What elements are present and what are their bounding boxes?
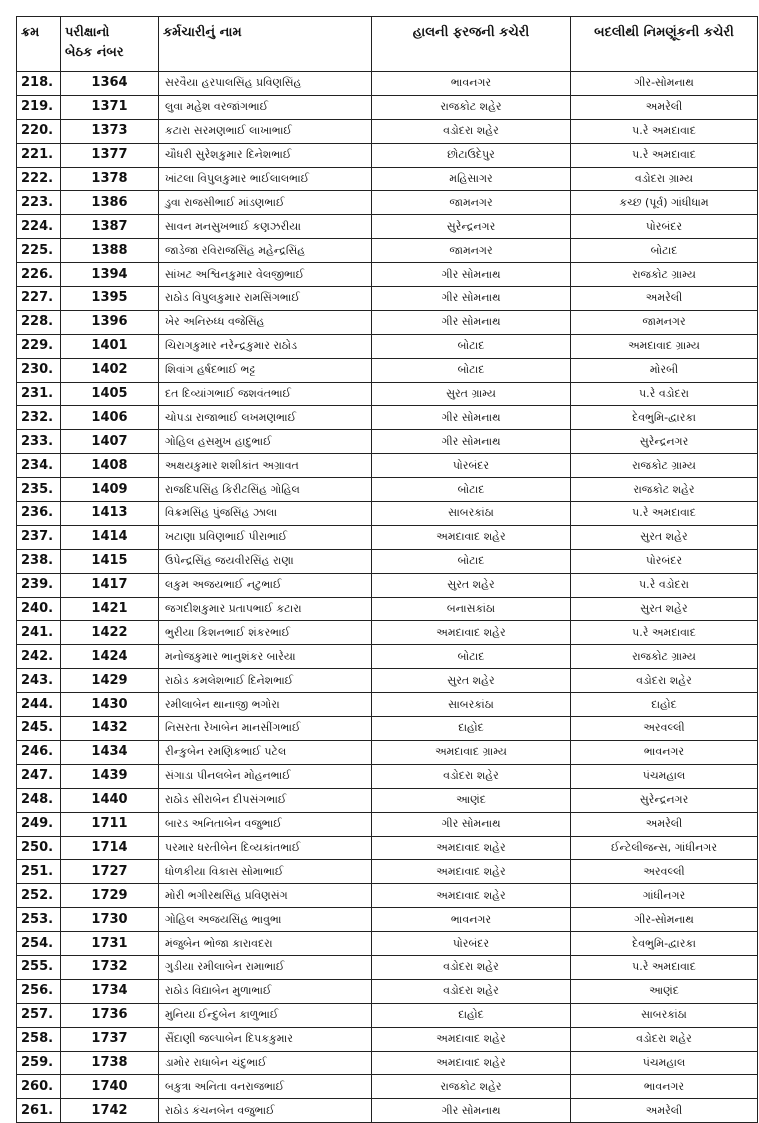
new-office-cell: પ.રે વડોદરા [571,382,758,406]
serial-no-cell: 219. [17,95,61,119]
serial-no-cell: 256. [17,979,61,1003]
seat-number-cell: 1421 [61,597,159,621]
serial-no-cell: 260. [17,1075,61,1099]
new-office-cell: આણંદ [571,979,758,1003]
current-office-cell: મહિસાગર [372,167,571,191]
current-office-cell: અમદાવાદ શહેર [372,525,571,549]
current-office-cell: ગીર સોમનાથ [372,1099,571,1123]
table-row [17,430,758,454]
employee-name-cell: ઉપેન્દ્રસિંહ જયવીરસિંહ રાણા [159,549,372,573]
table-row [17,478,758,502]
new-office-cell: ગાંધીનગર [571,884,758,908]
employee-name-cell: ચોપડા રાજાભાઈ લખમણભાઈ [159,406,372,430]
employee-name-cell: ખેર અનિરુધ્ધ વજેસિંહ [159,310,372,334]
table-row [17,932,758,956]
new-office-cell: સુરેન્દ્રનગર [571,430,758,454]
serial-no-cell: 250. [17,836,61,860]
new-office-cell: પ.રે અમદાવાદ [571,502,758,526]
seat-number-cell: 1377 [61,143,159,167]
table-row [17,669,758,693]
seat-number-cell: 1408 [61,454,159,478]
serial-no-cell: 251. [17,860,61,884]
current-office-cell: સાબરકાંઠા [372,693,571,717]
new-office-cell: ગીર-સોમનાથ [571,72,758,96]
employee-name-cell: લુવા મહેશ વરજાંગભાઈ [159,95,372,119]
new-office-cell: પંચમહાલ [571,764,758,788]
serial-no-cell: 247. [17,764,61,788]
employee-name-cell: વિક્રમસિંહ પુંજસિંહ ઝાલા [159,502,372,526]
header-serial-no: ક્રમ [17,17,61,72]
new-office-cell: અમરેલી [571,95,758,119]
new-office-cell: ગીર-સોમનાથ [571,908,758,932]
seat-number-cell: 1736 [61,1003,159,1027]
new-office-cell: બોટાદ [571,239,758,263]
serial-no-cell: 257. [17,1003,61,1027]
current-office-cell: અમદાવાદ શહેર [372,621,571,645]
serial-no-cell: 253. [17,908,61,932]
new-office-cell: વડોદરા ગ્રામ્ય [571,167,758,191]
new-office-cell: ભાવનગર [571,740,758,764]
current-office-cell: છોટાઉદેપુર [372,143,571,167]
header-seat-number [61,17,159,72]
seat-number-cell: 1731 [61,932,159,956]
new-office-cell: પંચમહાલ [571,1051,758,1075]
current-office-cell: જામનગર [372,239,571,263]
serial-no-cell: 227. [17,287,61,311]
header-current-office: હાલની ફરજની કચેરી [372,17,571,72]
employee-name-cell: રાઠોડ વિપુલકુમાર રામસિંગભાઈ [159,287,372,311]
employee-name-cell: રાઠોડ વિદ્યાબેન મુળાભાઈ [159,979,372,1003]
seat-number-cell: 1406 [61,406,159,430]
table-row [17,597,758,621]
table-row [17,263,758,287]
seat-number-cell: 1424 [61,645,159,669]
seat-number-cell: 1730 [61,908,159,932]
table-row [17,287,758,311]
new-office-cell: અમદાવાદ ગ્રામ્ય [571,334,758,358]
seat-number-cell: 1407 [61,430,159,454]
table-row [17,454,758,478]
transfer-list-table [16,16,758,1123]
table-row [17,740,758,764]
current-office-cell: ગીર સોમનાથ [372,812,571,836]
seat-number-cell: 1729 [61,884,159,908]
table-row [17,382,758,406]
new-office-cell: પ.રે અમદાવાદ [571,955,758,979]
header-seat-line1: પરીક્ષાનો [65,25,110,40]
serial-no-cell: 248. [17,788,61,812]
current-office-cell: બોટાદ [372,549,571,573]
serial-no-cell: 236. [17,502,61,526]
seat-number-cell: 1414 [61,525,159,549]
current-office-cell: બોટાદ [372,645,571,669]
new-office-cell: કચ્છ (પૂર્વ) ગાંધીધામ [571,191,758,215]
seat-number-cell: 1394 [61,263,159,287]
seat-number-cell: 1727 [61,860,159,884]
serial-no-cell: 243. [17,669,61,693]
new-office-cell: અમરેલી [571,812,758,836]
serial-no-cell: 254. [17,932,61,956]
new-office-cell: પ.રે વડોદરા [571,573,758,597]
serial-no-cell: 235. [17,478,61,502]
seat-number-cell: 1742 [61,1099,159,1123]
serial-no-cell: 218. [17,72,61,96]
new-office-cell: મોરબી [571,358,758,382]
current-office-cell: આણંદ [372,788,571,812]
table-row [17,525,758,549]
table-row [17,884,758,908]
table-row [17,72,758,96]
current-office-cell: વડોદરા શહેર [372,955,571,979]
seat-number-cell: 1388 [61,239,159,263]
employee-name-cell: બકુત્રા અનિતા વનરાજભાઈ [159,1075,372,1099]
employee-name-cell: મુનિયા ઈન્દુબેન કાળુભાઈ [159,1003,372,1027]
serial-no-cell: 232. [17,406,61,430]
serial-no-cell: 239. [17,573,61,597]
current-office-cell: અમદાવાદ ગ્રામ્ય [372,740,571,764]
new-office-cell: રાજકોટ ગ્રામ્ય [571,263,758,287]
current-office-cell: બોટાદ [372,478,571,502]
serial-no-cell: 224. [17,215,61,239]
new-office-cell: પ.રે અમદાવાદ [571,621,758,645]
current-office-cell: જામનગર [372,191,571,215]
employee-name-cell: રાઠોડ કમલેશભાઈ દિનેશભાઈ [159,669,372,693]
table-row [17,908,758,932]
table-row [17,167,758,191]
current-office-cell: અમદાવાદ શહેર [372,1027,571,1051]
employee-name-cell: ધોળકીયા વિકાસ સોમાભાઈ [159,860,372,884]
employee-name-cell: ખટાણા પ્રવિણભાઈ પીરાભાઈ [159,525,372,549]
new-office-cell: અમરેલી [571,287,758,311]
new-office-cell: વડોદરા શહેર [571,669,758,693]
serial-no-cell: 225. [17,239,61,263]
new-office-cell: પોરબંદર [571,549,758,573]
seat-number-cell: 1711 [61,812,159,836]
table-row [17,812,758,836]
new-office-cell: સુરત શહેર [571,597,758,621]
new-office-cell: પ.રે અમદાવાદ [571,143,758,167]
table-row [17,717,758,741]
table-row [17,549,758,573]
serial-no-cell: 237. [17,525,61,549]
current-office-cell: વડોદરા શહેર [372,764,571,788]
current-office-cell: રાજકોટ શહેર [372,1075,571,1099]
serial-no-cell: 231. [17,382,61,406]
seat-number-cell: 1396 [61,310,159,334]
current-office-cell: અમદાવાદ શહેર [372,860,571,884]
current-office-cell: રાજકોટ શહેર [372,95,571,119]
employee-name-cell: ચિરાગકુમાર નરેન્દ્રકુમાર રાઠોડ [159,334,372,358]
serial-no-cell: 261. [17,1099,61,1123]
employee-name-cell: જગદીશકુમાર પ્રતાપભાઈ કટારા [159,597,372,621]
employee-name-cell: ભુરીયા કિશનભાઈ શંકરભાઈ [159,621,372,645]
current-office-cell: સુરત શહેર [372,573,571,597]
serial-no-cell: 246. [17,740,61,764]
current-office-cell: અમદાવાદ શહેર [372,884,571,908]
table-row [17,764,758,788]
current-office-cell: અમદાવાદ શહેર [372,836,571,860]
employee-name-cell: જાડેજા રવિરાજસિંહ મહેન્દ્રસિંહ [159,239,372,263]
current-office-cell: પોરબંદર [372,932,571,956]
seat-number-cell: 1734 [61,979,159,1003]
seat-number-cell: 1371 [61,95,159,119]
serial-no-cell: 241. [17,621,61,645]
employee-name-cell: ખાંટલા વિપુલકુમાર ભાઈલાલભાઈ [159,167,372,191]
seat-number-cell: 1434 [61,740,159,764]
table-row [17,1099,758,1123]
seat-number-cell: 1415 [61,549,159,573]
employee-name-cell: શિવાંગ હર્ષદભાઈ ભટ્ટ [159,358,372,382]
current-office-cell: ગીર સોમનાથ [372,287,571,311]
new-office-cell: ઈન્ટેલીજન્સ, ગાંધીનગર [571,836,758,860]
new-office-cell: ભાવનગર [571,1075,758,1099]
table-row [17,1051,758,1075]
employee-name-cell: ડુવા રાજસીભાઈ માંડણભાઈ [159,191,372,215]
current-office-cell: બોટાદ [372,358,571,382]
employee-name-cell: નિસરતા રેખાબેન માનસીંગભાઈ [159,717,372,741]
serial-no-cell: 242. [17,645,61,669]
new-office-cell: પ.રે અમદાવાદ [571,119,758,143]
table-row [17,645,758,669]
seat-number-cell: 1737 [61,1027,159,1051]
new-office-cell: જામનગર [571,310,758,334]
seat-number-cell: 1386 [61,191,159,215]
employee-name-cell: બારડ અનિતાબેન વજુભાઈ [159,812,372,836]
employee-name-cell: ડામોર રાધાબેન ચંદુભાઈ [159,1051,372,1075]
serial-no-cell: 229. [17,334,61,358]
header-new-office: બદલીથી નિમણૂંકની કચેરી [571,17,758,72]
employee-name-cell: રમીલાબેન થાનાજી ભગોરા [159,693,372,717]
new-office-cell: દેવભુમિ-દ્વારકા [571,406,758,430]
employee-name-cell: ગોહિલ હસમુખ હાદુભાઈ [159,430,372,454]
seat-number-cell: 1432 [61,717,159,741]
serial-no-cell: 226. [17,263,61,287]
new-office-cell: અરવલ્લી [571,717,758,741]
employee-name-cell: સંગાડા પીનલબેન મોહનભાઈ [159,764,372,788]
employee-name-cell: દત દિવ્યાંગભાઈ જશવંતભાઈ [159,382,372,406]
serial-no-cell: 238. [17,549,61,573]
seat-number-cell: 1401 [61,334,159,358]
seat-number-cell: 1364 [61,72,159,96]
table-row [17,621,758,645]
new-office-cell: અરવલ્લી [571,860,758,884]
current-office-cell: વડોદરા શહેર [372,979,571,1003]
table-row [17,143,758,167]
seat-number-cell: 1440 [61,788,159,812]
current-office-cell: વડોદરા શહેર [372,119,571,143]
employee-name-cell: મનોજકુમાર ભાનુશંકર બારેયા [159,645,372,669]
seat-number-cell: 1439 [61,764,159,788]
employee-name-cell: પરમાર ધરતીબેન દિવ્યકાંતભાઈ [159,836,372,860]
serial-no-cell: 249. [17,812,61,836]
employee-name-cell: રાઠોડ સીરાબેન દીપસંગભાઈ [159,788,372,812]
employee-name-cell: ચૌધરી સુરેશકુમાર દિનેશભાઈ [159,143,372,167]
employee-name-cell: લકુમ અજયભાઈ નટુભાઈ [159,573,372,597]
employee-name-cell: મોરી ભગીરથસિંહ પ્રવિણસંગ [159,884,372,908]
table-row [17,1027,758,1051]
serial-no-cell: 234. [17,454,61,478]
table-header-row [17,17,758,72]
seat-number-cell: 1405 [61,382,159,406]
employee-name-cell: રાઠોડ કંચનબેન વજુભાઈ [159,1099,372,1123]
employee-name-cell: સાવન મનસુખભાઈ કણઝરીયા [159,215,372,239]
serial-no-cell: 221. [17,143,61,167]
seat-number-cell: 1732 [61,955,159,979]
table-row [17,502,758,526]
current-office-cell: ભાવનગર [372,72,571,96]
serial-no-cell: 222. [17,167,61,191]
current-office-cell: સાબરકાંઠા [372,502,571,526]
serial-no-cell: 240. [17,597,61,621]
new-office-cell: સાબરકાંઠા [571,1003,758,1027]
current-office-cell: સુરત શહેર [372,669,571,693]
new-office-cell: દાહોદ [571,693,758,717]
current-office-cell: દાહોદ [372,1003,571,1027]
table-row [17,693,758,717]
current-office-cell: ગીર સોમનાથ [372,430,571,454]
table-row [17,1075,758,1099]
seat-number-cell: 1714 [61,836,159,860]
table-row [17,119,758,143]
employee-name-cell: મંજુબેન ભોજા કારાવદરા [159,932,372,956]
new-office-cell: રાજકોટ ગ્રામ્ય [571,454,758,478]
new-office-cell: રાજકોટ શહેર [571,478,758,502]
seat-number-cell: 1402 [61,358,159,382]
employee-name-cell: કટારા સરમણભાઈ લાખાભાઈ [159,119,372,143]
seat-number-cell: 1417 [61,573,159,597]
table-row [17,788,758,812]
table-row [17,836,758,860]
new-office-cell: સુરત શહેર [571,525,758,549]
employee-name-cell: ગુડીયા રમીલાબેન રામાભાઈ [159,955,372,979]
seat-number-cell: 1430 [61,693,159,717]
current-office-cell: ગીર સોમનાથ [372,310,571,334]
current-office-cell: બોટાદ [372,334,571,358]
table-row [17,979,758,1003]
current-office-cell: ભાવનગર [372,908,571,932]
table-row [17,358,758,382]
header-seat-line2: બેઠક નંબર [65,45,124,60]
serial-no-cell: 223. [17,191,61,215]
serial-no-cell: 244. [17,693,61,717]
current-office-cell: દાહોદ [372,717,571,741]
serial-no-cell: 245. [17,717,61,741]
new-office-cell: દેવભુમિ-દ્વારકા [571,932,758,956]
seat-number-cell: 1740 [61,1075,159,1099]
header-employee-name: કર્મચારીનું નામ [159,17,372,72]
serial-no-cell: 220. [17,119,61,143]
employee-name-cell: અક્ષયકુમાર શશીકાંત અગ્રાવત [159,454,372,478]
seat-number-cell: 1395 [61,287,159,311]
current-office-cell: સુરત ગ્રામ્ય [372,382,571,406]
serial-no-cell: 233. [17,430,61,454]
new-office-cell: અમરેલી [571,1099,758,1123]
serial-no-cell: 230. [17,358,61,382]
table-row [17,860,758,884]
current-office-cell: ગીર સોમનાથ [372,406,571,430]
seat-number-cell: 1422 [61,621,159,645]
current-office-cell: પોરબંદર [372,454,571,478]
seat-number-cell: 1387 [61,215,159,239]
serial-no-cell: 259. [17,1051,61,1075]
seat-number-cell: 1413 [61,502,159,526]
table-row [17,239,758,263]
current-office-cell: ગીર સોમનાથ [372,263,571,287]
table-row [17,191,758,215]
employee-name-cell: રાજદિપસિંહ કિરીટસિંહ ગોહિલ [159,478,372,502]
seat-number-cell: 1373 [61,119,159,143]
employee-name-cell: ગોહિલ અજયસિંહ ભાવુભા [159,908,372,932]
seat-number-cell: 1429 [61,669,159,693]
employee-name-cell: સરવૈયા હરપાલસિંહ પ્રવિણસિંહ [159,72,372,96]
current-office-cell: અમદાવાદ શહેર [372,1051,571,1075]
current-office-cell: બનાસકાંઠા [372,597,571,621]
serial-no-cell: 228. [17,310,61,334]
new-office-cell: પોરબંદર [571,215,758,239]
table-row [17,334,758,358]
employee-name-cell: સાંખટ અશ્વિનકુમાર વેલજીભાઈ [159,263,372,287]
serial-no-cell: 255. [17,955,61,979]
serial-no-cell: 258. [17,1027,61,1051]
new-office-cell: સુરેન્દ્રનગર [571,788,758,812]
new-office-cell: વડોદરા શહેર [571,1027,758,1051]
table-row [17,215,758,239]
current-office-cell: સુરેન્દ્રનગર [372,215,571,239]
table-row [17,955,758,979]
seat-number-cell: 1409 [61,478,159,502]
employee-name-cell: સૈંદાણી જલ્પાબેન દિપકકુમાર [159,1027,372,1051]
employee-name-cell: રીન્કુબેન રમણિકભાઈ પટેલ [159,740,372,764]
table-row [17,310,758,334]
serial-no-cell: 252. [17,884,61,908]
seat-number-cell: 1378 [61,167,159,191]
new-office-cell: રાજકોટ ગ્રામ્ય [571,645,758,669]
table-row [17,95,758,119]
table-row [17,573,758,597]
seat-number-cell: 1738 [61,1051,159,1075]
table-row [17,406,758,430]
